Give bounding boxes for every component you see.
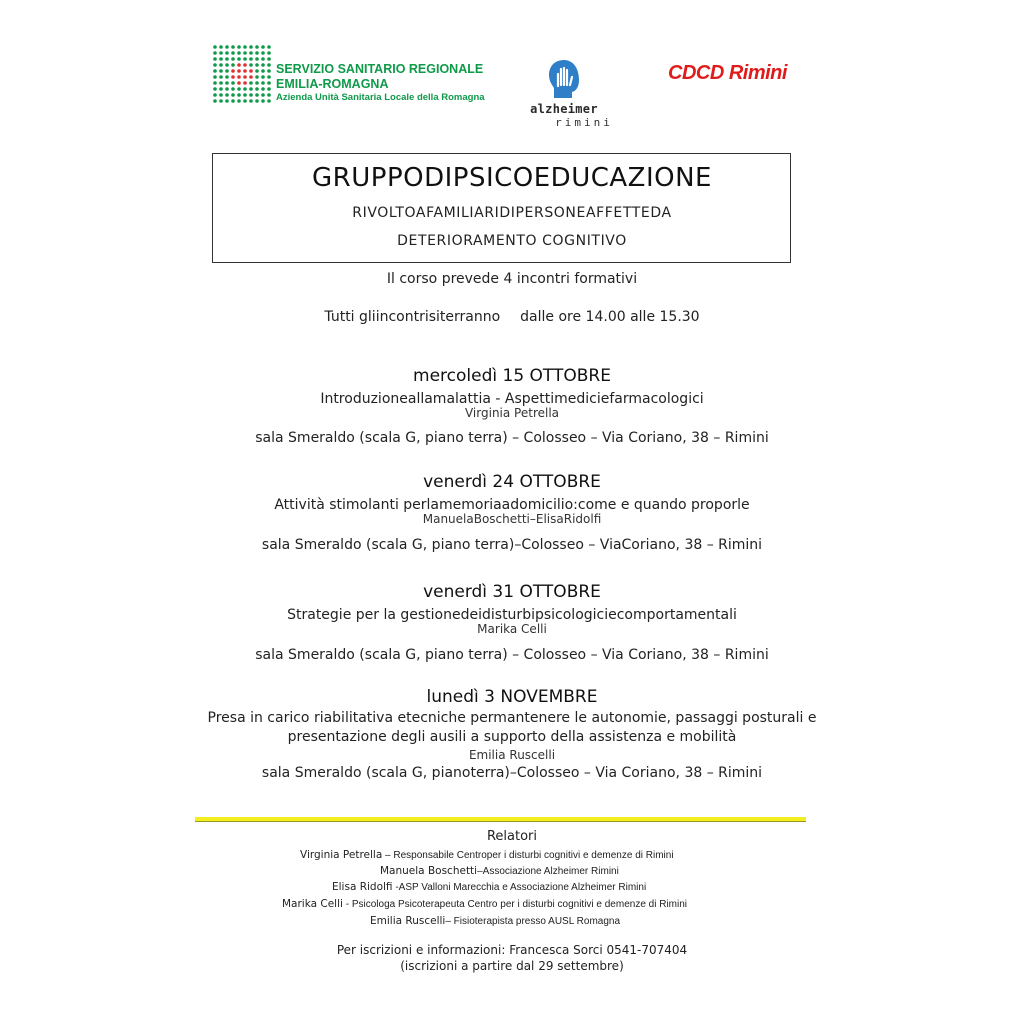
session-4-topic-line1: Presa in carico riabilitativa etecniche permantenere le autonomie, passaggi posturali e — [207, 710, 817, 726]
session-1-venue: sala Smeraldo (scala G, piano terra) – Colosseo – Via Coriano, 38 – Rimini — [255, 430, 769, 446]
course-schedule-part-a: Tutti gliincontrisiterranno — [324, 309, 501, 325]
relatori-item: Virginia Petrella – Responsabile Centroper i disturbi cognitivi e demenze di Rimini — [300, 849, 674, 861]
ssr-name-line3: Azienda Unità Sanitaria Locale della Romagna — [276, 92, 485, 103]
ssr-logo — [212, 44, 512, 104]
page-subtitle-line1: RIVOLTOAFAMILIARIDIPERSONEAFFETTEDA — [352, 205, 672, 221]
session-3-speaker: Marika Celli — [477, 622, 547, 636]
ssr-name-line2: EMILIA-ROMAGNA — [276, 77, 389, 91]
page-subtitle-line2: DETERIORAMENTO COGNITIVO — [397, 233, 627, 249]
yellow-divider — [195, 817, 806, 822]
relatori-item: Marika Celli - Psicologa Psicoterapeuta Centro per i disturbi cognitivi e demenze di Rimini — [282, 898, 688, 910]
relatori-item: Manuela Boschetti–Associazione Alzheimer Rimini — [380, 865, 619, 877]
contact-info: Per iscrizioni e informazioni: Francesca Sorci 0541-707404 — [336, 943, 688, 957]
session-4-speaker: Emilia Ruscelli — [468, 748, 556, 762]
cdcd-rimini-logo: CDCD Rimini — [668, 62, 787, 84]
session-3-day: venerdì 31 OTTOBRE — [423, 582, 601, 602]
session-4-day: lunedì 3 NOVEMBRE — [426, 687, 598, 707]
course-schedule-part-b: dalle ore 14.00 alle 15.30 — [520, 309, 700, 325]
relatori-heading: Relatori — [486, 829, 538, 844]
session-1-topic: Introduzioneallamalattia - Aspettimediciefarmacologici — [320, 391, 704, 407]
ssr-name-line1: SERVIZIO SANITARIO REGIONALE — [276, 62, 484, 76]
session-2-topic: Attività stimolanti perlamemoriaadomicilio:come e quando proporle — [274, 497, 750, 513]
course-intro: Il corso prevede 4 incontri formativi — [386, 271, 638, 287]
registration-note: (iscrizioni a partire dal 29 settembre) — [400, 959, 624, 973]
session-4-topic-line2: presentazione degli ausili a supporto della assistenza e mobilità — [287, 729, 737, 745]
alzheimer-logo-word: alzheimer — [530, 102, 598, 116]
session-2-speaker: ManuelaBoschetti–ElisaRidolfi — [422, 512, 602, 526]
alzheimer-logo-city: rimini — [555, 116, 613, 129]
session-2-venue: sala Smeraldo (scala G, piano terra)–Colosseo – ViaCoriano, 38 – Rimini — [261, 537, 763, 553]
alzheimer-logo — [514, 58, 624, 134]
session-1-day: mercoledì 15 OTTOBRE — [413, 366, 611, 386]
session-4-venue: sala Smeraldo (scala G, pianoterra)–Colosseo – Via Coriano, 38 – Rimini — [261, 765, 763, 781]
session-3-topic: Strategie per la gestionedeidisturbipsicologiciecomportamentali — [287, 607, 737, 623]
course-schedule — [0, 309, 1024, 325]
session-2-day: venerdì 24 OTTOBRE — [423, 472, 601, 492]
relatori-item: Elisa Ridolfi -ASP Valloni Marecchia e Associazione Alzheimer Rimini — [332, 881, 647, 893]
relatori-item: Emilia Ruscelli– Fisioterapista presso AUSL Romagna — [370, 915, 621, 927]
session-1-speaker: Virginia Petrella — [464, 406, 560, 420]
alzheimer-hand-head-icon — [546, 58, 582, 100]
ssr-dot-grid-icon — [212, 44, 272, 104]
page-title: GRUPPODIPSICOEDUCAZIONE — [312, 163, 712, 193]
session-3-venue: sala Smeraldo (scala G, piano terra) – Colosseo – Via Coriano, 38 – Rimini — [255, 647, 769, 663]
